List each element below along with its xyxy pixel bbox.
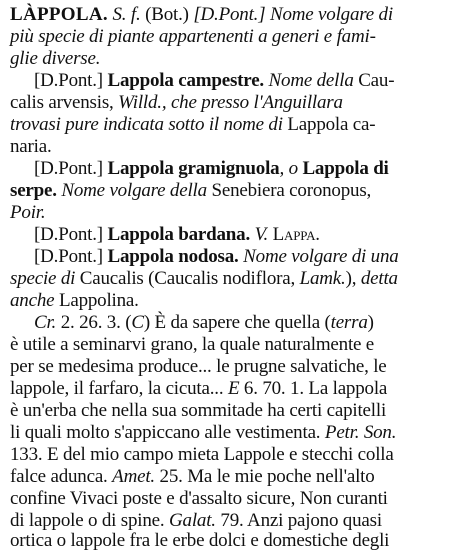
grammar-label: S. f.: [112, 4, 141, 25]
citation-text: 6. 70. 1. La lappola: [243, 378, 388, 399]
citation-source: C: [131, 312, 144, 333]
definition-text: Nome volgare di una: [243, 246, 399, 267]
source-tag: [D.Pont.]: [34, 70, 103, 91]
citation-source: Petr. Son.: [324, 422, 397, 443]
subentry-term: Lappola gramignuola: [107, 158, 280, 179]
nodosa-line-1: [34, 246, 399, 268]
definition-text: Nome volgare di: [269, 4, 393, 25]
citation-text: terra: [330, 312, 368, 333]
entry-line-2: più specie di piante appartenenti a generi e fami-: [10, 26, 376, 47]
definition-text: che presso l'Anguillara: [170, 92, 343, 113]
citation-line-5: è un'erba che nella sua sommitade ha certi capitelli: [10, 400, 387, 421]
bardana-line: [34, 224, 320, 246]
definition-text: Lappolina.: [58, 290, 139, 311]
definition-text: Caucalis (Caucalis nodiflora,: [79, 268, 296, 289]
nodosa-line-2: [10, 268, 398, 290]
source-tag: [D.Pont.]: [193, 4, 266, 25]
definition-text: detta: [360, 268, 398, 289]
citation-line-8: [10, 466, 375, 488]
citation-text: 25. Ma le mie poche nell'alto: [159, 466, 375, 487]
subentry-term: Lappola nodosa.: [107, 246, 239, 267]
subentry-term: serpe.: [10, 180, 57, 201]
citation-text: li quali molto s'appiccano alle vestimenta.: [10, 422, 321, 443]
campestre-line-2: [10, 92, 343, 114]
entry-line-1: [10, 4, 393, 26]
definition-text: Senebiera coronopus,: [211, 180, 372, 201]
campestre-line-1: [34, 70, 394, 92]
citation-line-9: confine Vivaci poste e d'assalto sicure, Non curanti: [10, 488, 388, 509]
campestre-line-4: naria.: [10, 136, 52, 157]
subentry-term: Lappola bardana.: [107, 224, 251, 245]
source-tag: [D.Pont.]: [34, 158, 103, 179]
entry-line-3: glie diverse.: [10, 48, 101, 69]
citation-line-11: ortica o lappole fra le erbe dolci e domestiche degli: [10, 530, 390, 551]
definition-text: calis arvensis,: [10, 92, 114, 113]
citation-text: 2. 26. 3. (: [60, 312, 132, 333]
citation-text: di lappole o di spine.: [10, 510, 165, 531]
citation-source: Amet.: [112, 466, 155, 487]
citation-text: 79. Anzi pajono quasi: [220, 510, 382, 531]
cross-ref: V.: [254, 224, 269, 245]
definition-text: trovasi pure indicata sotto il nome di: [10, 114, 283, 135]
source-tag: [D.Pont.]: [34, 224, 103, 245]
citation-text: lappole, il farfaro, la cicuta...: [10, 378, 224, 399]
author-ref: Willd.,: [118, 92, 167, 113]
subentry-term: Lappola campestre.: [107, 70, 264, 91]
gramignuola-line-3: Poir.: [10, 202, 46, 223]
headword: LÀPPOLA.: [10, 4, 108, 25]
gramignuola-line-1: [34, 158, 389, 180]
definition-text: anche: [10, 290, 55, 311]
citation-line-6: [10, 422, 396, 444]
citation-source: E: [227, 378, 240, 399]
citation-line-10: [10, 510, 382, 532]
definition-text: ),: [345, 268, 357, 289]
definition-text: Cau-: [358, 70, 395, 91]
citation-line-4: [10, 378, 387, 400]
citation-text: ) È da sapere che quella (: [143, 312, 331, 333]
gramignuola-line-2: [10, 180, 371, 202]
definition-text: Lappola ca-: [287, 114, 376, 135]
author-ref: Lamk.: [299, 268, 346, 289]
definition-text: specie di: [10, 268, 76, 289]
citation-line-2: è utile a seminarvi grano, la quale naturalmente e: [10, 334, 375, 355]
citation-line-3: per se medesima produce... le prugne salvatiche, le: [10, 356, 387, 377]
nodosa-line-3: [10, 290, 139, 312]
citation-text: falce adunca.: [10, 466, 108, 487]
subentry-term: Lappola di: [302, 158, 389, 179]
citation-line-7: 133. E del mio campo mieta Lappole e stecchi colla: [10, 444, 394, 465]
definition-text: Nome della: [268, 70, 354, 91]
source-tag: [D.Pont.]: [34, 246, 103, 267]
citation-source: Cr.: [34, 312, 57, 333]
citation-source: Galat.: [169, 510, 216, 531]
campestre-line-3: [10, 114, 375, 136]
definition-text: Nome volgare della: [61, 180, 207, 201]
definition-text: , o: [279, 158, 298, 179]
cross-ref: Lappa.: [272, 224, 320, 245]
citation-line-1: [34, 312, 374, 334]
citation-text: ): [367, 312, 374, 333]
botany-tag: (Bot.): [145, 4, 189, 25]
